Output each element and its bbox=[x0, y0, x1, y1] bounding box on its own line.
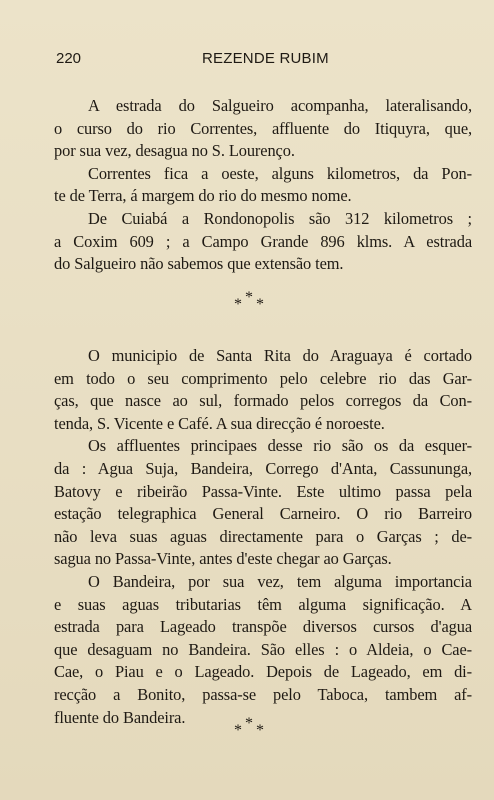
paragraph-line: ças, que nasce ao sul, formado pelos corregos da Con- bbox=[54, 391, 472, 411]
section-separator bbox=[228, 716, 268, 738]
paragraph-line: O municipio de Santa Rita do Araguaya é cortado bbox=[88, 346, 472, 365]
paragraph-line: em todo o seu comprimento pelo celebre rio das Gar- bbox=[54, 368, 472, 388]
running-head: REZENDE RUBIM bbox=[202, 50, 329, 67]
asterisk-mark: * bbox=[234, 722, 242, 739]
paragraph-line: Batovy e ribeirão Passa-Vinte. Este ultimo passa pela bbox=[54, 481, 472, 501]
section-1-text bbox=[54, 95, 472, 276]
paragraph-line: A estrada do Salgueiro acompanha, lateralisando, bbox=[88, 96, 472, 115]
page-number: 220 bbox=[56, 50, 82, 67]
asterisk-mark: * bbox=[256, 722, 264, 739]
paragraph-line: fluente do Bandeira. bbox=[54, 707, 186, 727]
section-2-text bbox=[54, 345, 472, 729]
paragraph-line: tenda, S. Vicente e Café. A sua direcção é noroeste. bbox=[54, 413, 385, 433]
paragraph-line: te de Terra, á margem do rio do mesmo nome. bbox=[54, 186, 352, 206]
paragraph-line: Os affluentes principaes desse rio são os da esquer- bbox=[88, 436, 472, 456]
paragraph-line: o curso do rio Correntes, affluente do Itiquyra, que, bbox=[54, 118, 472, 138]
section-separator bbox=[228, 290, 268, 312]
paragraph-line: não leva suas aguas directamente para o Garças ; de- bbox=[54, 526, 472, 546]
paragraph-line: da : Agua Suja, Bandeira, Corrego d'Anta, Cassununga, bbox=[54, 458, 472, 478]
paragraph-line: O Bandeira, por sua vez, tem alguma importancia bbox=[88, 571, 472, 591]
asterisk-mark: * bbox=[256, 296, 264, 313]
paragraph-line: Correntes fica a oeste, alguns kilometros, da Pon- bbox=[88, 163, 472, 183]
paragraph-line: recção a Bonito, passa-se pelo Taboca, tambem af- bbox=[54, 684, 472, 704]
paragraph-line: sagua no Passa-Vinte, antes d'este chegar ao Garças. bbox=[54, 549, 392, 569]
paragraph-line: e suas aguas tributarias têm alguma significação. A bbox=[54, 594, 472, 614]
paragraph-line: Cae, o Piau e o Lageado. Depois de Lageado, em di- bbox=[54, 662, 472, 682]
asterisk-mark: * bbox=[245, 715, 253, 732]
paragraph-line: estrada para Lageado transpõe diversos cursos d'agua bbox=[54, 617, 472, 637]
paragraph-line: De Cuiabá a Rondonopolis são 312 kilometros ; bbox=[88, 208, 472, 228]
page-header bbox=[56, 50, 470, 70]
paragraph-line: a Coxim 609 ; a Campo Grande 896 klms. A estrada bbox=[54, 231, 472, 251]
asterisk-mark: * bbox=[245, 289, 253, 306]
paragraph-line: do Salgueiro não sabemos que extensão tem. bbox=[54, 254, 344, 274]
asterisk-mark: * bbox=[234, 296, 242, 313]
paragraph-line: que desaguam no Bandeira. São elles : o Aldeia, o Cae- bbox=[54, 639, 472, 659]
paragraph-line: por sua vez, desagua no S. Lourenço. bbox=[54, 141, 295, 161]
paragraph-line: estação telegraphica General Carneiro. O rio Barreiro bbox=[54, 504, 472, 524]
